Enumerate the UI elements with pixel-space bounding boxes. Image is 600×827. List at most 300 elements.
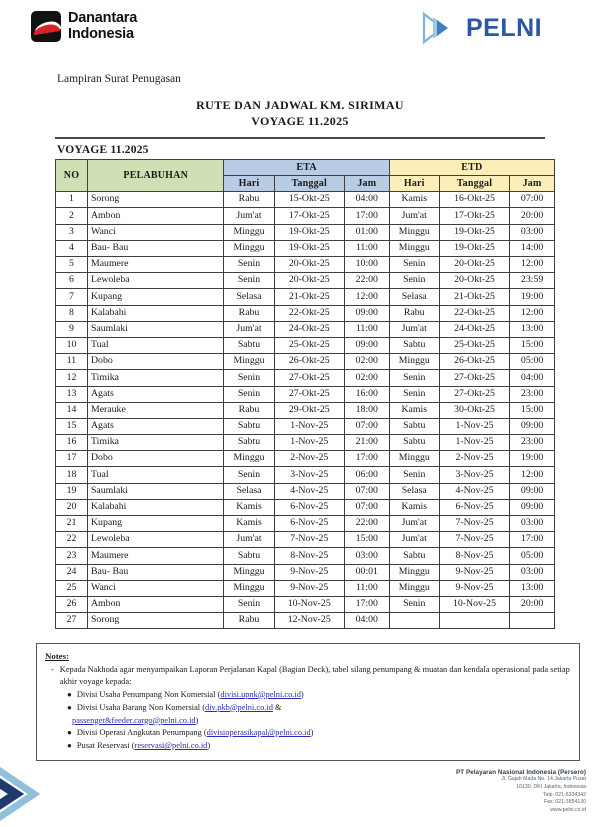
cell-pelabuhan: Maumere xyxy=(87,257,223,273)
table-row xyxy=(56,418,555,434)
cell-eta-jam: 22:00 xyxy=(344,273,389,289)
table-row xyxy=(56,305,555,321)
cell-eta-tanggal: 26-Okt-25 xyxy=(274,354,344,370)
table-row xyxy=(56,370,555,386)
cell-eta-tanggal: 17-Okt-25 xyxy=(274,208,344,224)
cell-etd-jam: 19:00 xyxy=(510,451,555,467)
cell-eta-tanggal: 20-Okt-25 xyxy=(274,257,344,273)
cell-eta-tanggal: 4-Nov-25 xyxy=(274,483,344,499)
cell-pelabuhan: Kalabahi xyxy=(87,305,223,321)
cell-etd-jam: 12:00 xyxy=(510,257,555,273)
cell-eta-jam: 22:00 xyxy=(344,516,389,532)
col-header-eta-tanggal: Tanggal xyxy=(274,176,344,192)
cell-etd-tanggal: 21-Okt-25 xyxy=(439,289,509,305)
table-row xyxy=(56,273,555,289)
cell-eta-tanggal: 27-Okt-25 xyxy=(274,370,344,386)
cell-no: 6 xyxy=(56,273,88,289)
cell-eta-hari: Senin xyxy=(224,257,274,273)
cell-etd-jam: 13:00 xyxy=(510,321,555,337)
cell-eta-jam: 17:00 xyxy=(344,451,389,467)
col-header-etd-jam: Jam xyxy=(510,176,555,192)
cell-eta-jam: 07:00 xyxy=(344,499,389,515)
notes-box xyxy=(36,643,580,761)
cell-no: 25 xyxy=(56,580,88,596)
cell-eta-tanggal: 8-Nov-25 xyxy=(274,548,344,564)
cell-pelabuhan: Timika xyxy=(87,435,223,451)
cell-eta-hari: Rabu xyxy=(224,305,274,321)
cell-eta-hari: Rabu xyxy=(224,613,274,629)
table-row xyxy=(56,467,555,483)
cell-eta-tanggal: 2-Nov-25 xyxy=(274,451,344,467)
cell-no: 21 xyxy=(56,516,88,532)
cell-eta-tanggal: 19-Okt-25 xyxy=(274,224,344,240)
cell-pelabuhan: Maumere xyxy=(87,548,223,564)
notes-sub-label: Divisi Usaha Penumpang Non Komersial ( xyxy=(76,689,221,699)
notes-primary-text: Kepada Nakhoda agar menyampaikan Laporan Perjalanan Kapal (Bagian Deck), tabel silang penumpang & muatan dan kendala operasional pada setiap akhir voyage kepada: xyxy=(59,665,570,687)
footer-address-line-1: Jl. Gajah Mada No. 14 Jakarta Pusat xyxy=(501,776,586,783)
table-row xyxy=(56,516,555,532)
cell-etd-tanggal: 2-Nov-25 xyxy=(439,451,509,467)
cell-pelabuhan: Bau- Bau xyxy=(87,564,223,580)
cell-etd-tanggal: 22-Okt-25 xyxy=(439,305,509,321)
cell-no: 5 xyxy=(56,257,88,273)
dash-bullet-icon: - xyxy=(51,665,54,675)
cell-etd-jam: 23:59 xyxy=(510,273,555,289)
cell-no: 4 xyxy=(56,240,88,256)
cell-eta-hari: Sabtu xyxy=(224,418,274,434)
footer-phone: Telp. 021-6334342 xyxy=(543,791,586,798)
cell-etd-hari: Minggu xyxy=(389,580,439,596)
table-row xyxy=(56,192,555,208)
table-header xyxy=(56,159,555,191)
cell-etd-jam: 15:00 xyxy=(510,337,555,353)
cell-pelabuhan: Ambon xyxy=(87,208,223,224)
table-row xyxy=(56,321,555,337)
cell-etd-tanggal: 30-Okt-25 xyxy=(439,402,509,418)
cell-pelabuhan: Kupang xyxy=(87,289,223,305)
cell-etd-hari: Selasa xyxy=(389,289,439,305)
cell-etd-jam xyxy=(510,613,555,629)
cell-etd-jam: 12:00 xyxy=(510,467,555,483)
cell-eta-hari: Kamis xyxy=(224,499,274,515)
cell-etd-hari: Minggu xyxy=(389,354,439,370)
cell-eta-tanggal: 21-Okt-25 xyxy=(274,289,344,305)
cell-eta-hari: Sabtu xyxy=(224,548,274,564)
cell-eta-hari: Minggu xyxy=(224,451,274,467)
cell-eta-hari: Senin xyxy=(224,467,274,483)
cell-etd-hari: Senin xyxy=(389,467,439,483)
cell-eta-hari: Selasa xyxy=(224,483,274,499)
cell-etd-tanggal: 9-Nov-25 xyxy=(439,580,509,596)
cell-eta-tanggal: 27-Okt-25 xyxy=(274,386,344,402)
cell-no: 10 xyxy=(56,337,88,353)
cell-eta-tanggal: 6-Nov-25 xyxy=(274,499,344,515)
cell-eta-hari: Senin xyxy=(224,273,274,289)
cell-eta-hari: Selasa xyxy=(224,289,274,305)
email-link[interactable]: reservasi@pelni.co.id xyxy=(134,741,208,751)
col-header-pelabuhan: PELABUHAN xyxy=(87,159,223,191)
cell-etd-jam: 19:00 xyxy=(510,289,555,305)
cell-etd-tanggal: 19-Okt-25 xyxy=(439,240,509,256)
notes-sub-item xyxy=(67,689,571,701)
cell-eta-hari: Senin xyxy=(224,386,274,402)
table-row xyxy=(56,532,555,548)
cell-pelabuhan: Bau- Bau xyxy=(87,240,223,256)
cell-etd-hari: Senin xyxy=(389,596,439,612)
cell-no: 14 xyxy=(56,402,88,418)
cell-etd-tanggal xyxy=(439,613,509,629)
cell-no: 23 xyxy=(56,548,88,564)
table-row xyxy=(56,402,555,418)
cell-eta-jam: 04:00 xyxy=(344,613,389,629)
notes-sub-text xyxy=(77,702,282,714)
cell-etd-hari: Senin xyxy=(389,273,439,289)
cell-eta-tanggal: 10-Nov-25 xyxy=(274,596,344,612)
cell-etd-hari: Sabtu xyxy=(389,337,439,353)
cell-pelabuhan: Merauke xyxy=(87,402,223,418)
cell-eta-jam: 11:00 xyxy=(344,240,389,256)
cell-eta-jam: 17:00 xyxy=(344,596,389,612)
email-link[interactable]: passenger&feeder.cargo@pelni.co.id xyxy=(72,715,196,725)
cell-eta-tanggal: 15-Okt-25 xyxy=(274,192,344,208)
cell-eta-hari: Rabu xyxy=(224,192,274,208)
title-divider xyxy=(55,137,545,139)
cell-etd-tanggal: 3-Nov-25 xyxy=(439,467,509,483)
cell-no: 18 xyxy=(56,467,88,483)
notes-title: Notes: xyxy=(45,651,69,662)
table-row xyxy=(56,548,555,564)
cell-etd-jam: 23:00 xyxy=(510,435,555,451)
footer-fax: Fax. 021-3854130 xyxy=(543,799,586,806)
cell-eta-hari: Minggu xyxy=(224,354,274,370)
cell-eta-jam: 00:01 xyxy=(344,564,389,580)
cell-etd-jam: 09:00 xyxy=(510,418,555,434)
pelni-wordmark: PELNI xyxy=(466,13,543,42)
cell-eta-hari: Kamis xyxy=(224,516,274,532)
cell-etd-hari: Jum'at xyxy=(389,321,439,337)
cell-no: 16 xyxy=(56,435,88,451)
col-group-header-etd: ETD xyxy=(389,159,554,175)
cell-eta-hari: Minggu xyxy=(224,564,274,580)
danantara-logo xyxy=(31,11,137,42)
cell-pelabuhan: Saumlaki xyxy=(87,483,223,499)
table-row xyxy=(56,208,555,224)
danantara-line-2: Indonesia xyxy=(68,25,134,42)
cell-pelabuhan: Agats xyxy=(87,418,223,434)
cell-pelabuhan: Sorong xyxy=(87,192,223,208)
notes-sub-item xyxy=(67,727,571,739)
cell-etd-hari xyxy=(389,613,439,629)
cell-etd-hari: Kamis xyxy=(389,402,439,418)
danantara-wordmark xyxy=(68,11,137,42)
cell-etd-tanggal: 7-Nov-25 xyxy=(439,532,509,548)
col-header-no: NO xyxy=(56,159,88,191)
cell-etd-hari: Minggu xyxy=(389,240,439,256)
cell-eta-jam: 02:00 xyxy=(344,370,389,386)
footer-company-info xyxy=(456,769,586,815)
cell-no: 7 xyxy=(56,289,88,305)
notes-sub-label: Divisi Operasi Angkutan Penumpang ( xyxy=(76,728,207,738)
cell-eta-hari: Minggu xyxy=(224,580,274,596)
cell-no: 27 xyxy=(56,613,88,629)
col-header-eta-hari: Hari xyxy=(224,176,274,192)
cell-etd-jam: 05:00 xyxy=(510,548,555,564)
cell-eta-jam: 07:00 xyxy=(344,483,389,499)
cell-etd-hari: Jum'at xyxy=(389,532,439,548)
cell-etd-jam: 03:00 xyxy=(510,224,555,240)
cell-pelabuhan: Kupang xyxy=(87,516,223,532)
cell-etd-hari: Minggu xyxy=(389,224,439,240)
cell-eta-tanggal: 1-Nov-25 xyxy=(274,418,344,434)
cell-eta-jam: 06:00 xyxy=(344,467,389,483)
table-row xyxy=(56,451,555,467)
table-body xyxy=(56,192,555,629)
table-header-row-group xyxy=(56,159,555,175)
cell-no: 11 xyxy=(56,354,88,370)
cell-eta-jam: 09:00 xyxy=(344,305,389,321)
cell-eta-tanggal: 25-Okt-25 xyxy=(274,337,344,353)
cell-eta-jam: 16:00 xyxy=(344,386,389,402)
bullet-icon: ● xyxy=(67,728,72,738)
table-row xyxy=(56,483,555,499)
cell-eta-tanggal: 29-Okt-25 xyxy=(274,402,344,418)
cell-eta-tanggal: 22-Okt-25 xyxy=(274,305,344,321)
bullet-icon: ● xyxy=(67,689,72,699)
cell-etd-tanggal: 7-Nov-25 xyxy=(439,516,509,532)
cell-eta-jam: 02:00 xyxy=(344,354,389,370)
cell-etd-hari: Kamis xyxy=(389,499,439,515)
cell-etd-tanggal: 1-Nov-25 xyxy=(439,435,509,451)
notes-sub-tail: ) xyxy=(195,715,199,725)
cell-no: 19 xyxy=(56,483,88,499)
cell-pelabuhan: Dobo xyxy=(87,451,223,467)
cell-no: 24 xyxy=(56,564,88,580)
bullet-icon: ● xyxy=(67,741,72,751)
cell-etd-jam: 09:00 xyxy=(510,499,555,515)
cell-pelabuhan: Wanci xyxy=(87,580,223,596)
cell-eta-jam: 18:00 xyxy=(344,402,389,418)
cell-eta-jam: 09:00 xyxy=(344,337,389,353)
cell-eta-hari: Jum'at xyxy=(224,532,274,548)
page-title xyxy=(0,98,600,130)
cell-etd-jam: 05:00 xyxy=(510,354,555,370)
cell-pelabuhan: Sorong xyxy=(87,613,223,629)
cell-etd-hari: Senin xyxy=(389,386,439,402)
cell-etd-jam: 03:00 xyxy=(510,516,555,532)
cell-eta-tanggal: 6-Nov-25 xyxy=(274,516,344,532)
cell-etd-tanggal: 20-Okt-25 xyxy=(439,257,509,273)
cell-pelabuhan: Tual xyxy=(87,337,223,353)
cell-pelabuhan: Agats xyxy=(87,386,223,402)
cell-no: 20 xyxy=(56,499,88,515)
cell-etd-tanggal: 20-Okt-25 xyxy=(439,273,509,289)
cell-no: 15 xyxy=(56,418,88,434)
cell-etd-jam: 13:00 xyxy=(510,580,555,596)
cell-eta-tanggal: 9-Nov-25 xyxy=(274,564,344,580)
notes-primary-item xyxy=(51,664,571,687)
cell-etd-tanggal: 26-Okt-25 xyxy=(439,354,509,370)
table-row xyxy=(56,564,555,580)
table-row xyxy=(56,240,555,256)
cell-eta-hari: Jum'at xyxy=(224,321,274,337)
footer-address-line-2: 10130, DKI Jakarta, Indonesia xyxy=(516,783,586,790)
cell-etd-jam: 15:00 xyxy=(510,402,555,418)
notes-sub-label: Pusat Reservasi ( xyxy=(76,741,135,751)
pelni-chevron-logo-icon xyxy=(421,12,461,44)
cell-eta-jam: 17:00 xyxy=(344,208,389,224)
title-line-2: VOYAGE 11.2025 xyxy=(251,113,349,128)
cell-etd-hari: Sabtu xyxy=(389,548,439,564)
notes-sub-item xyxy=(67,715,571,727)
cell-eta-tanggal: 7-Nov-25 xyxy=(274,532,344,548)
cell-no: 2 xyxy=(56,208,88,224)
notes-sub-tail: ) xyxy=(310,728,314,738)
notes-sub-item xyxy=(67,740,571,752)
schedule-table-wrapper xyxy=(0,159,600,629)
cell-eta-jam: 11:00 xyxy=(344,580,389,596)
attachment-label: Lampiran Surat Penugasan xyxy=(57,73,181,85)
danantara-wave-logo-icon xyxy=(31,11,61,42)
cell-eta-hari: Sabtu xyxy=(224,337,274,353)
cell-etd-jam: 17:00 xyxy=(510,532,555,548)
notes-sub-tail: & xyxy=(272,702,282,712)
cell-no: 8 xyxy=(56,305,88,321)
cell-etd-hari: Senin xyxy=(389,257,439,273)
email-link[interactable]: div.pkb@pelni.co.id xyxy=(205,702,273,712)
cell-eta-tanggal: 20-Okt-25 xyxy=(274,273,344,289)
footer-company-name: PT Pelayaran Nasional Indonesia (Persero) xyxy=(456,769,586,777)
cell-etd-jam: 07:00 xyxy=(510,192,555,208)
table-row xyxy=(56,354,555,370)
cell-etd-jam: 04:00 xyxy=(510,370,555,386)
cell-etd-tanggal: 19-Okt-25 xyxy=(439,224,509,240)
cell-etd-hari: Minggu xyxy=(389,451,439,467)
cell-etd-hari: Sabtu xyxy=(389,418,439,434)
cell-no: 17 xyxy=(56,451,88,467)
notes-sub-tail: ) xyxy=(300,689,304,699)
cell-eta-jam: 01:00 xyxy=(344,224,389,240)
cell-etd-tanggal: 16-Okt-25 xyxy=(439,192,509,208)
cell-eta-tanggal: 19-Okt-25 xyxy=(274,240,344,256)
cell-pelabuhan: Dobo xyxy=(87,354,223,370)
cell-etd-jam: 09:00 xyxy=(510,483,555,499)
cell-eta-tanggal: 9-Nov-25 xyxy=(274,580,344,596)
cell-pelabuhan: Saumlaki xyxy=(87,321,223,337)
cell-pelabuhan: Lewoleba xyxy=(87,532,223,548)
cell-etd-tanggal: 25-Okt-25 xyxy=(439,337,509,353)
pelni-logo xyxy=(421,12,542,44)
cell-eta-hari: Minggu xyxy=(224,224,274,240)
cell-etd-tanggal: 27-Okt-25 xyxy=(439,370,509,386)
table-row xyxy=(56,224,555,240)
cell-etd-tanggal: 8-Nov-25 xyxy=(439,548,509,564)
cell-eta-tanggal: 3-Nov-25 xyxy=(274,467,344,483)
header-logo-row xyxy=(0,0,600,62)
cell-eta-hari: Jum'at xyxy=(224,208,274,224)
cell-etd-hari: Kamis xyxy=(389,192,439,208)
cell-pelabuhan: Lewoleba xyxy=(87,273,223,289)
cell-eta-tanggal: 1-Nov-25 xyxy=(274,435,344,451)
table-row xyxy=(56,613,555,629)
cell-no: 13 xyxy=(56,386,88,402)
cell-etd-tanggal: 6-Nov-25 xyxy=(439,499,509,515)
notes-sub-text xyxy=(77,727,314,739)
cell-no: 12 xyxy=(56,370,88,386)
voyage-label: VOYAGE 11.2025 xyxy=(57,143,149,156)
cell-etd-jam: 12:00 xyxy=(510,305,555,321)
table-row xyxy=(56,596,555,612)
cell-pelabuhan: Tual xyxy=(87,467,223,483)
cell-eta-tanggal: 12-Nov-25 xyxy=(274,613,344,629)
cell-eta-jam: 10:00 xyxy=(344,257,389,273)
schedule-table xyxy=(55,159,555,629)
cell-no: 22 xyxy=(56,532,88,548)
cell-etd-jam: 20:00 xyxy=(510,208,555,224)
cell-eta-tanggal: 24-Okt-25 xyxy=(274,321,344,337)
cell-etd-tanggal: 27-Okt-25 xyxy=(439,386,509,402)
col-group-header-eta: ETA xyxy=(224,159,389,175)
cell-etd-tanggal: 17-Okt-25 xyxy=(439,208,509,224)
cell-etd-hari: Rabu xyxy=(389,305,439,321)
title-line-1: RUTE DAN JADWAL KM. SIRIMAU xyxy=(196,98,404,112)
cell-etd-jam: 23:00 xyxy=(510,386,555,402)
cell-eta-hari: Senin xyxy=(224,370,274,386)
cell-pelabuhan: Kalabahi xyxy=(87,499,223,515)
cell-etd-hari: Jum'at xyxy=(389,516,439,532)
notes-sub-tail: ) xyxy=(207,741,211,751)
cell-eta-hari: Senin xyxy=(224,596,274,612)
col-header-etd-hari: Hari xyxy=(389,176,439,192)
cell-no: 1 xyxy=(56,192,88,208)
cell-no: 3 xyxy=(56,224,88,240)
cell-etd-tanggal: 9-Nov-25 xyxy=(439,564,509,580)
decorative-chevron-graphic xyxy=(0,761,114,827)
danantara-line-1: Danantara xyxy=(68,10,138,27)
cell-etd-jam: 20:00 xyxy=(510,596,555,612)
cell-etd-hari: Minggu xyxy=(389,564,439,580)
table-row xyxy=(56,580,555,596)
cell-etd-tanggal: 10-Nov-25 xyxy=(439,596,509,612)
cell-eta-jam: 11:00 xyxy=(344,321,389,337)
table-row xyxy=(56,435,555,451)
cell-no: 26 xyxy=(56,596,88,612)
bullet-icon: ● xyxy=(67,702,72,712)
table-row xyxy=(56,499,555,515)
email-link[interactable]: divisioperasikapal@pelni.co.id xyxy=(206,728,311,738)
cell-etd-jam: 14:00 xyxy=(510,240,555,256)
email-link[interactable]: divisi.upnk@pelni.co.id xyxy=(220,689,301,699)
cell-etd-jam: 03:00 xyxy=(510,564,555,580)
cell-etd-hari: Sabtu xyxy=(389,435,439,451)
col-header-eta-jam: Jam xyxy=(344,176,389,192)
cell-etd-tanggal: 1-Nov-25 xyxy=(439,418,509,434)
cell-eta-jam: 15:00 xyxy=(344,532,389,548)
cell-etd-hari: Senin xyxy=(389,370,439,386)
notes-sub-item xyxy=(67,702,571,714)
notes-sub-text xyxy=(72,715,198,727)
table-row xyxy=(56,257,555,273)
cell-no: 9 xyxy=(56,321,88,337)
cell-eta-jam: 03:00 xyxy=(344,548,389,564)
table-row xyxy=(56,386,555,402)
cell-eta-jam: 12:00 xyxy=(344,289,389,305)
cell-etd-hari: Jum'at xyxy=(389,208,439,224)
notes-sub-list xyxy=(67,689,571,753)
footer-website: www.pelni.co.id xyxy=(550,807,586,814)
cell-etd-hari: Selasa xyxy=(389,483,439,499)
cell-eta-jam: 04:00 xyxy=(344,192,389,208)
cell-etd-tanggal: 4-Nov-25 xyxy=(439,483,509,499)
